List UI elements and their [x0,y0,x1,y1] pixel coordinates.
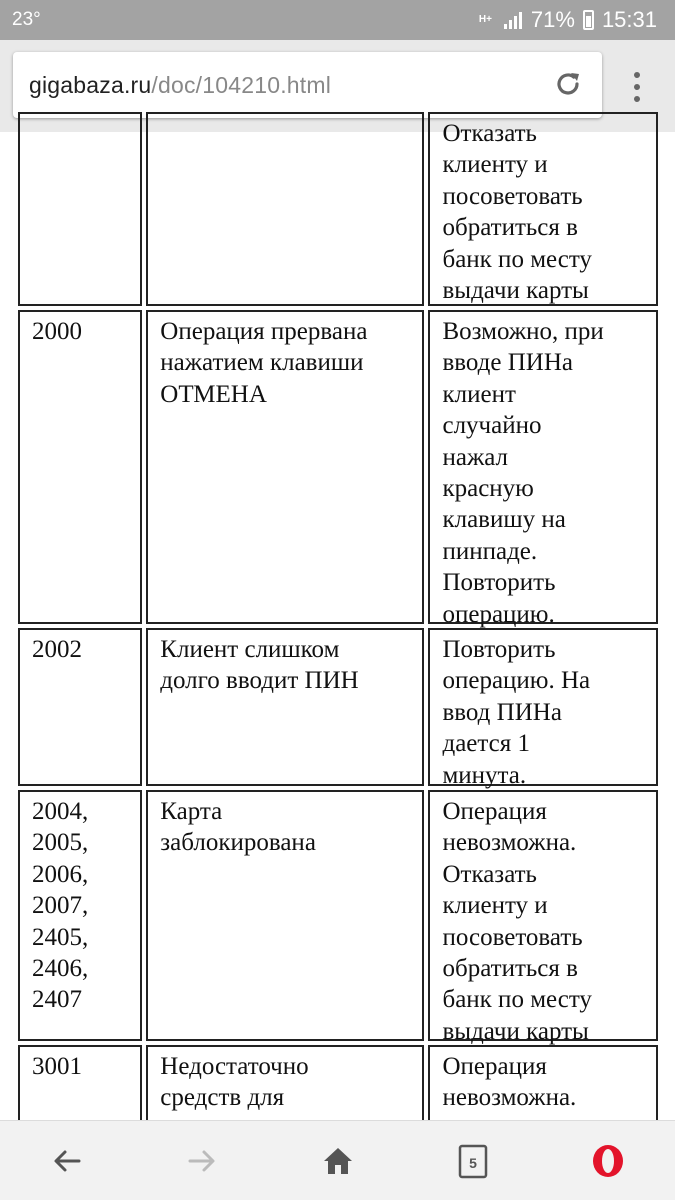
status-bar [0,0,675,40]
code-cell: 2004, 2005, 2006, 2007, 2405, 2406, 2407 [18,790,142,1041]
action-cell: Возможно, при вводе ПИНа клиент случайно нажал красную клавишу на пинпаде. Повторить операцию. [428,310,658,624]
action-cell: Операция невозможна. Отказать клиенту и посоветовать обратиться в банк по месту выдачи карты [428,790,658,1041]
description-cell [146,112,424,306]
battery-percent: 71% [530,7,575,32]
tabs-button[interactable] [453,1141,493,1181]
clock: 15:31 [601,7,657,32]
url-text[interactable] [29,72,331,99]
signal-icon [503,10,523,30]
bottom-navigation [0,1120,675,1200]
tab-count: 5 [469,1155,477,1171]
address-bar[interactable] [13,52,602,118]
description-cell: Операция прервана нажатием клавиши ОТМЕНА [146,310,424,624]
url-path: /doc/104210.html [151,72,332,98]
opera-menu-button[interactable] [588,1141,628,1181]
code-cell [18,112,142,306]
battery-icon [583,10,594,30]
more-menu-icon[interactable] [625,70,649,106]
back-arrow-icon [51,1145,83,1177]
error-codes-table [16,110,660,1163]
back-button[interactable] [47,1141,87,1181]
reload-icon[interactable] [552,68,584,100]
code-cell: 2000 [18,310,142,624]
forward-arrow-icon [186,1145,218,1177]
action-cell: Повторить операцию. На ввод ПИНа дается 1 минута. [428,628,658,786]
table-row [16,788,660,1043]
description-cell: Клиент слишком долго вводит ПИН [146,628,424,786]
network-type: H+ [478,14,492,25]
forward-button[interactable] [182,1141,222,1181]
action-cell: Операция невозможна. [428,1045,658,1161]
description-cell: Карта заблокирована [146,790,424,1041]
code-cell: 3001 [18,1045,142,1161]
table-row [16,626,660,788]
description-cell: Недостаточно средств для [146,1045,424,1161]
url-host: gigabaza.ru [29,72,152,98]
table-row [16,308,660,626]
opera-logo-icon [590,1143,626,1179]
temperature-indicator: 23° [12,9,41,30]
page-content[interactable] [0,120,675,1120]
code-cell: 2002 [18,628,142,786]
home-button[interactable] [318,1141,358,1181]
table-row [16,110,660,308]
action-cell: Отказать клиенту и посоветовать обратиться в банк по месту выдачи карты [428,112,658,306]
home-icon [321,1144,355,1178]
